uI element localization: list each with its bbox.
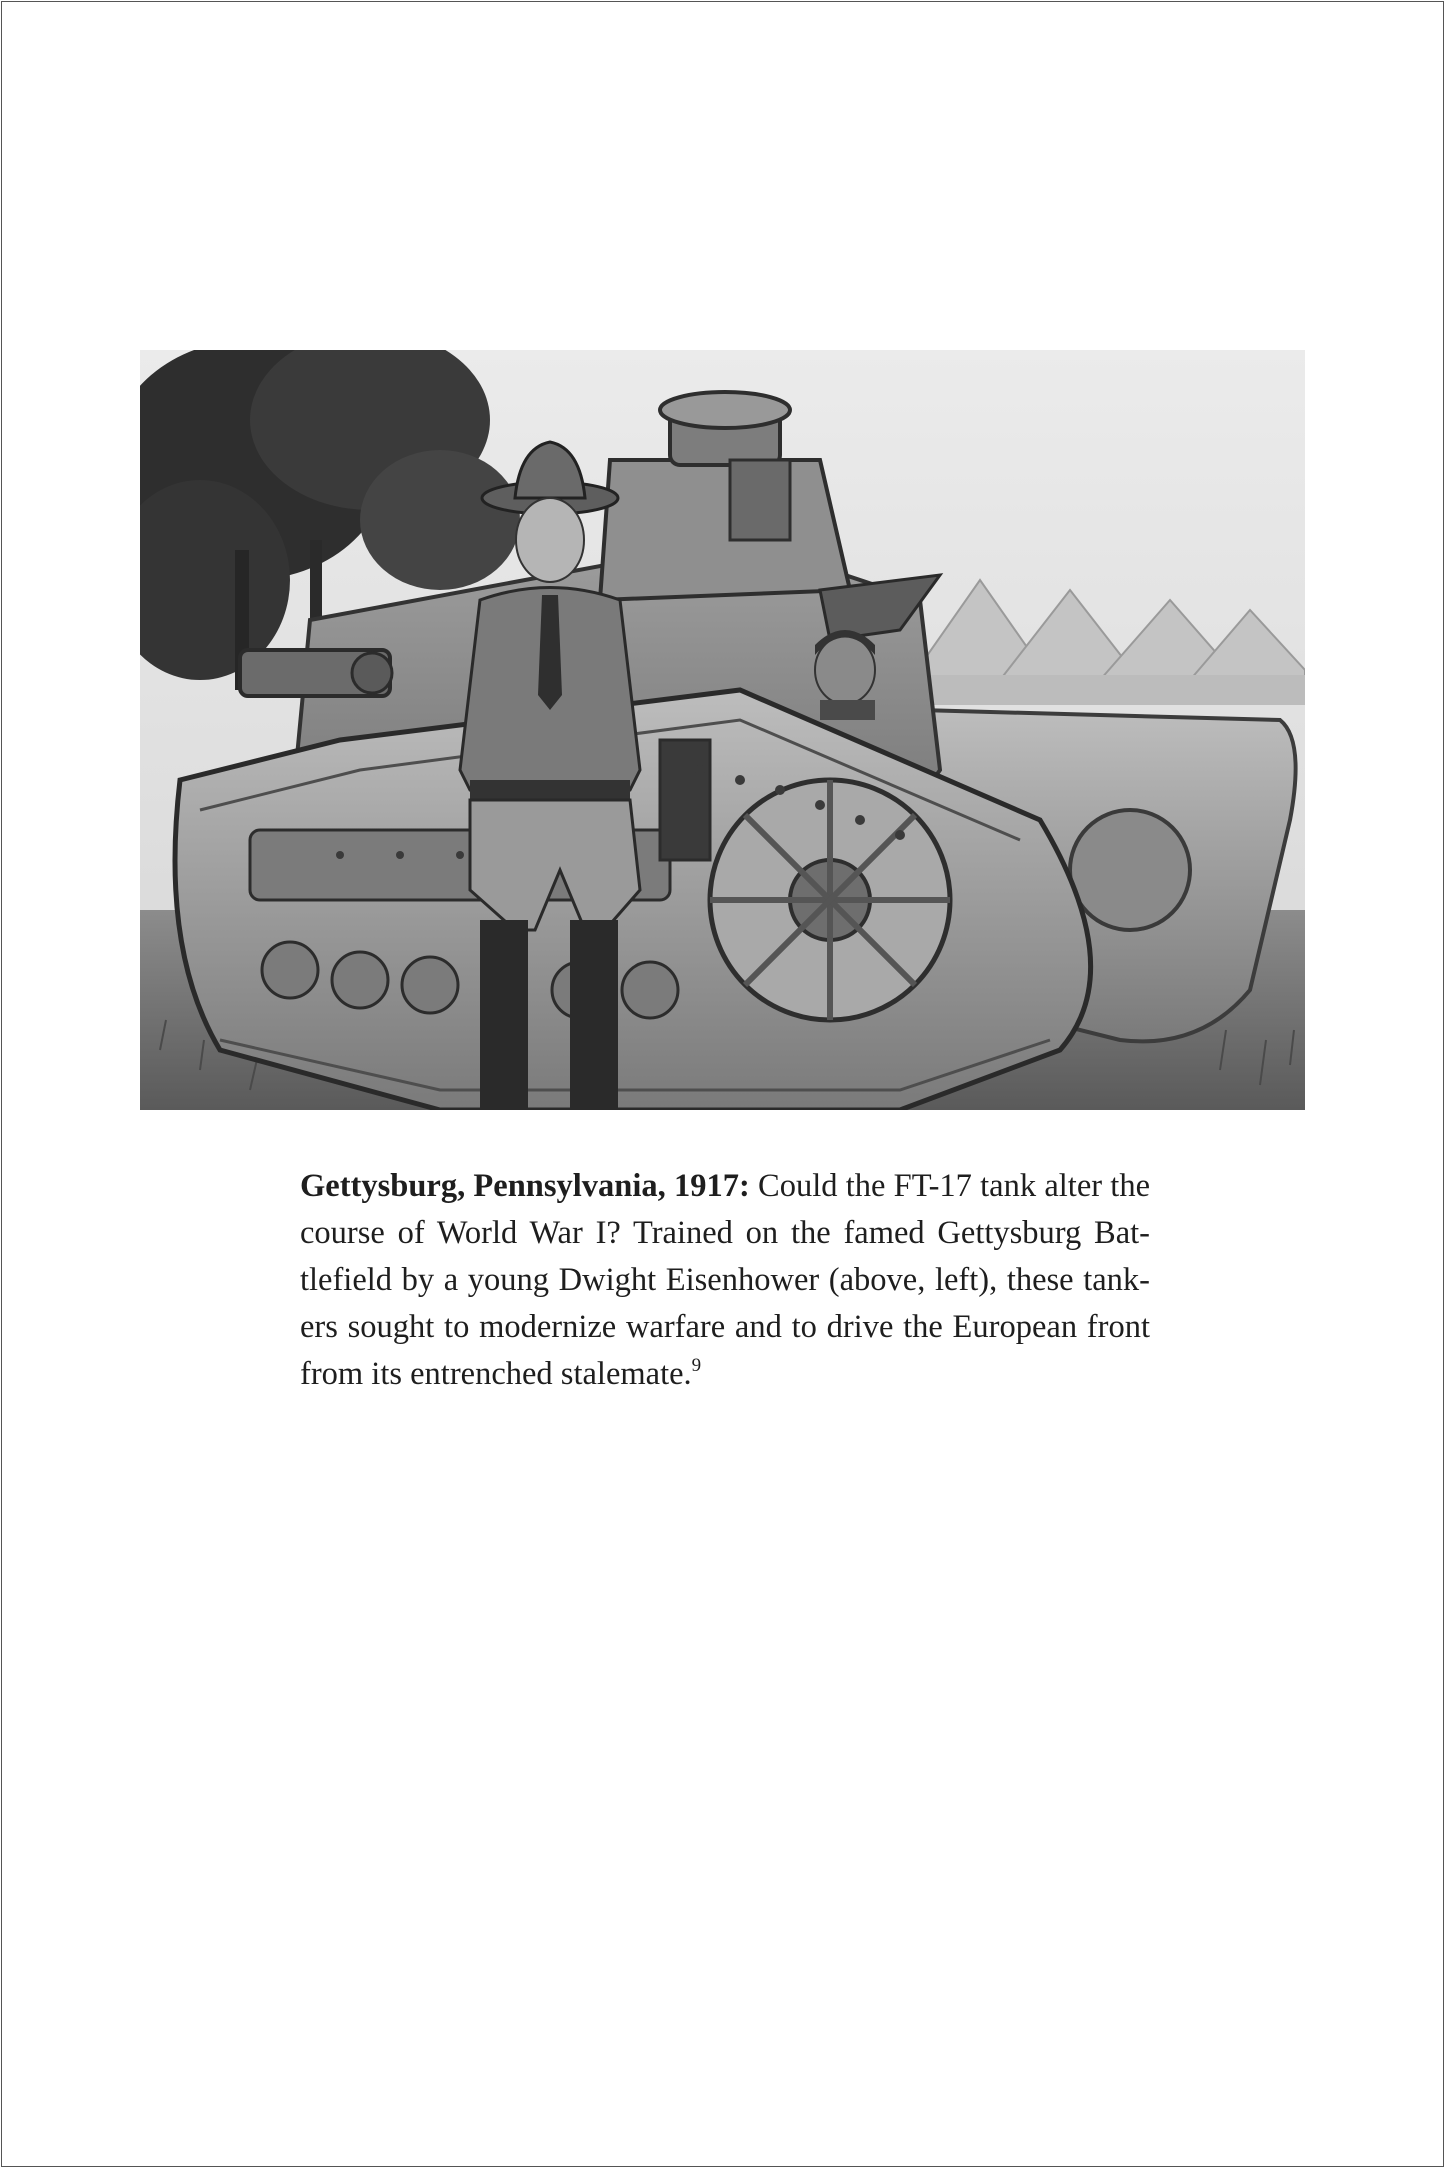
- photo-caption: [300, 1163, 1150, 1398]
- tank-photo-illustration: [140, 350, 1305, 1110]
- caption-lead: Gettysburg, Pennsylvania, 1917:: [300, 1167, 750, 1204]
- man-in-hatch: [815, 630, 875, 720]
- tank-gun: [240, 650, 392, 696]
- caption-body: Could the FT-17 tank alter the course of World War I? Trained on the famed Gettysburg Battlefield by a young Dwight Eisenhower (above, left), these tankers sought to modernize warfare and to drive the European front from its entrenched stalemate.: [300, 1167, 1150, 1392]
- footnote-reference[interactable]: 9: [691, 1354, 702, 1376]
- tank-far-wheel: [1070, 810, 1190, 930]
- tank-photo: [140, 350, 1305, 1110]
